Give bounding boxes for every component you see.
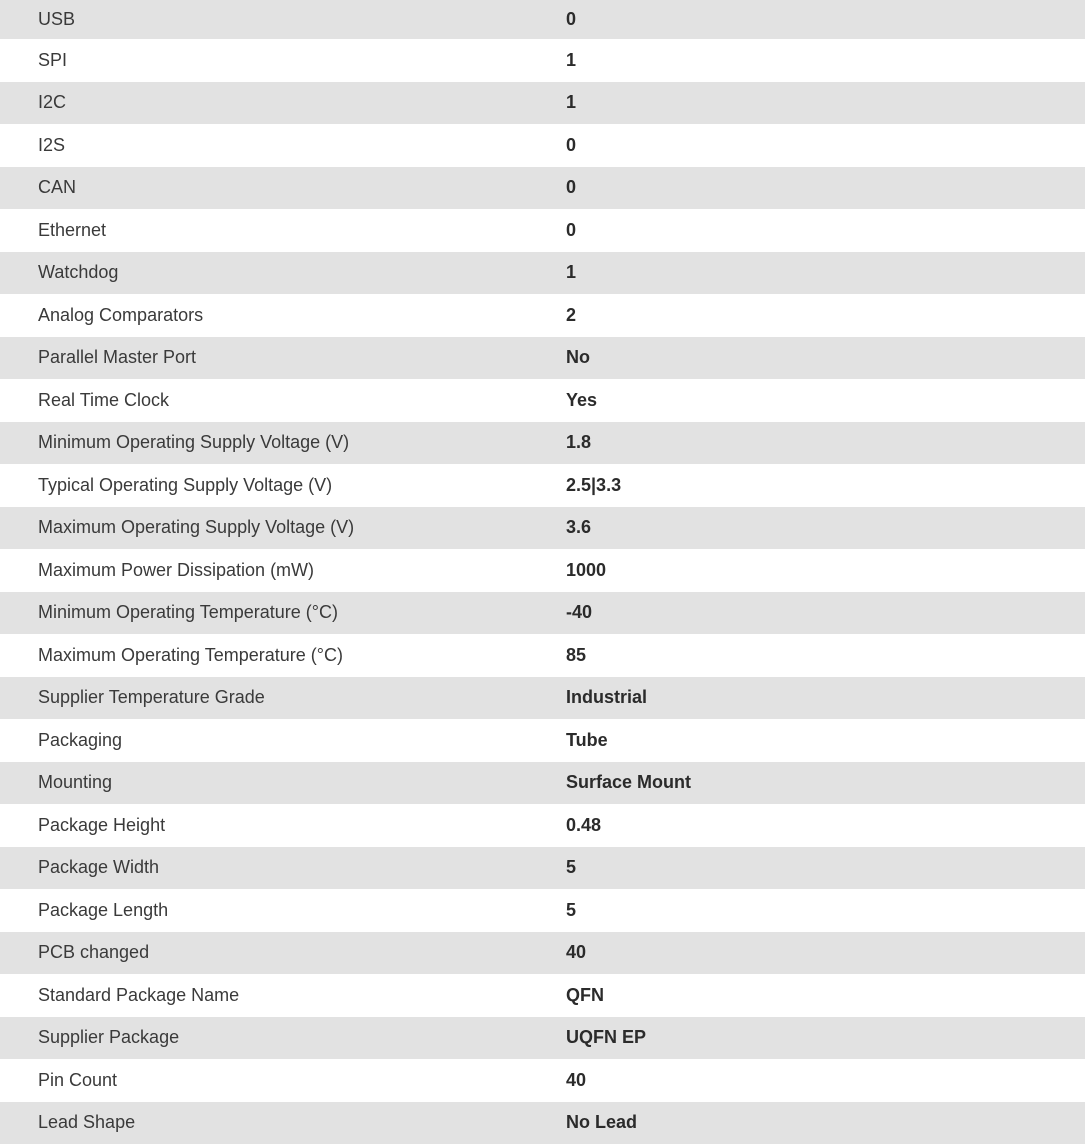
spec-value: QFN [566, 974, 1085, 1017]
spec-value: 0.48 [566, 804, 1085, 847]
table-row [0, 167, 1085, 210]
spec-label: I2S [0, 124, 566, 167]
table-row [0, 337, 1085, 380]
table-row [0, 422, 1085, 465]
spec-value: 0 [566, 124, 1085, 167]
spec-label: PCB changed [0, 932, 566, 975]
spec-label: Package Width [0, 847, 566, 890]
table-row [0, 294, 1085, 337]
spec-value: 5 [566, 889, 1085, 932]
spec-label: Ethernet [0, 209, 566, 252]
spec-label: Mounting [0, 762, 566, 805]
spec-label: Real Time Clock [0, 379, 566, 422]
spec-label: Maximum Operating Temperature (°C) [0, 634, 566, 677]
table-row [0, 1102, 1085, 1145]
spec-value: 0 [566, 209, 1085, 252]
table-row [0, 974, 1085, 1017]
spec-value: 2 [566, 294, 1085, 337]
table-row [0, 464, 1085, 507]
table-row [0, 677, 1085, 720]
table-row [0, 847, 1085, 890]
spec-value: Industrial [566, 677, 1085, 720]
spec-value: 3.6 [566, 507, 1085, 550]
table-row [0, 549, 1085, 592]
spec-label: Lead Shape [0, 1102, 566, 1145]
spec-value: 40 [566, 932, 1085, 975]
table-row [0, 124, 1085, 167]
table-row [0, 209, 1085, 252]
spec-value: 1 [566, 39, 1085, 82]
spec-value: 2.5|3.3 [566, 464, 1085, 507]
spec-value: Tube [566, 719, 1085, 762]
spec-label: Minimum Operating Supply Voltage (V) [0, 422, 566, 465]
spec-value: 1.8 [566, 422, 1085, 465]
table-row [0, 0, 1085, 39]
spec-label: Package Height [0, 804, 566, 847]
table-row [0, 889, 1085, 932]
table-row [0, 932, 1085, 975]
spec-value: 1 [566, 252, 1085, 295]
spec-label: Typical Operating Supply Voltage (V) [0, 464, 566, 507]
spec-label: Supplier Temperature Grade [0, 677, 566, 720]
spec-label: I2C [0, 82, 566, 125]
spec-value: 5 [566, 847, 1085, 890]
spec-label: Packaging [0, 719, 566, 762]
table-row [0, 804, 1085, 847]
spec-label: Watchdog [0, 252, 566, 295]
spec-label: Package Length [0, 889, 566, 932]
spec-label: Minimum Operating Temperature (°C) [0, 592, 566, 635]
spec-value: 0 [566, 0, 1085, 39]
spec-label: Maximum Power Dissipation (mW) [0, 549, 566, 592]
table-row [0, 634, 1085, 677]
spec-value: Yes [566, 379, 1085, 422]
spec-label: CAN [0, 167, 566, 210]
spec-label: Maximum Operating Supply Voltage (V) [0, 507, 566, 550]
spec-label: SPI [0, 39, 566, 82]
spec-value: 0 [566, 167, 1085, 210]
table-row [0, 252, 1085, 295]
spec-label: Analog Comparators [0, 294, 566, 337]
table-row [0, 39, 1085, 82]
spec-label: Pin Count [0, 1059, 566, 1102]
spec-value: 1000 [566, 549, 1085, 592]
table-row [0, 507, 1085, 550]
spec-value: 40 [566, 1059, 1085, 1102]
spec-value: 1 [566, 82, 1085, 125]
spec-label: Parallel Master Port [0, 337, 566, 380]
table-row [0, 1017, 1085, 1060]
spec-label: Standard Package Name [0, 974, 566, 1017]
spec-label: USB [0, 0, 566, 39]
table-row [0, 379, 1085, 422]
spec-value: 85 [566, 634, 1085, 677]
spec-value: Surface Mount [566, 762, 1085, 805]
spec-value: UQFN EP [566, 1017, 1085, 1060]
table-row [0, 762, 1085, 805]
spec-value: No Lead [566, 1102, 1085, 1145]
table-row [0, 82, 1085, 125]
spec-value: No [566, 337, 1085, 380]
spec-value: -40 [566, 592, 1085, 635]
spec-label: Supplier Package [0, 1017, 566, 1060]
table-row [0, 592, 1085, 635]
table-row [0, 719, 1085, 762]
table-row [0, 1059, 1085, 1102]
